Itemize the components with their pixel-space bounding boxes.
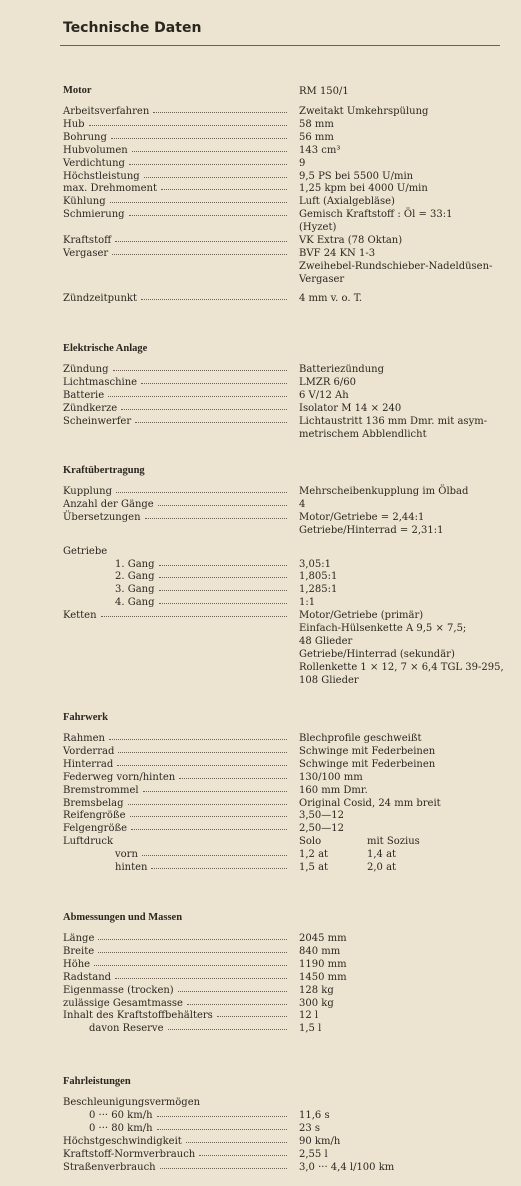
- spec-value: 23 s: [299, 1122, 321, 1134]
- spec-value: Schwinge mit Federbeinen: [299, 758, 436, 770]
- spec-label: Verdichtung: [63, 157, 125, 169]
- spec-label: Breite: [63, 945, 95, 957]
- spec-row: [63, 1122, 513, 1135]
- spec-label: davon Reserve: [89, 1023, 164, 1035]
- spec-row: [63, 1161, 513, 1174]
- spec-value: 130/100 mm: [299, 771, 363, 783]
- leader-dots: [153, 112, 287, 113]
- spec-label: Hubvolumen: [63, 144, 128, 156]
- spec-value: Motor/Getriebe (primär): [299, 610, 424, 622]
- leader-dots: [143, 791, 287, 792]
- spec-row: [63, 932, 513, 945]
- spec-value: 48 Glieder: [299, 635, 353, 647]
- spec-row: [63, 170, 513, 183]
- spec-value: 1190 mm: [299, 958, 347, 970]
- section-heading: Motor: [63, 85, 92, 96]
- spec-value: 108 Glieder: [299, 674, 359, 686]
- spec-label: Getriebe: [63, 545, 108, 557]
- spec-row: [63, 292, 513, 305]
- spec-label: Rahmen: [63, 733, 106, 744]
- spec-row: [63, 758, 513, 771]
- leader-dots: [179, 778, 287, 779]
- spec-value: 58 mm: [299, 118, 334, 130]
- spec-row: [63, 745, 513, 758]
- title-rule: [60, 45, 500, 46]
- leader-dots: [199, 1155, 287, 1156]
- leader-dots: [141, 383, 287, 384]
- spec-label: hinten: [115, 862, 148, 873]
- spec-label: Hinterrad: [63, 758, 114, 770]
- spec-label: Höhe: [63, 958, 91, 970]
- spec-value: Zweihebel-Rundschieber-Nadeldüsen-: [299, 260, 493, 272]
- spec-row: [63, 402, 513, 415]
- leader-dots: [129, 215, 287, 216]
- page-title: Technische Daten: [63, 20, 202, 36]
- spec-label: Beschleunigungsvermögen: [63, 1097, 201, 1108]
- spec-label: 2. Gang: [115, 571, 155, 583]
- spec-label: Lichtmaschine: [63, 376, 138, 388]
- spec-value: Einfach-Hülsenkette A 9,5 × 7,5;: [299, 623, 467, 634]
- spec-row: [63, 1109, 513, 1122]
- spec-row: [63, 848, 513, 861]
- spec-row: [63, 861, 513, 874]
- spec-row: [63, 945, 513, 958]
- spec-row: [63, 771, 513, 784]
- spec-row: [63, 389, 513, 402]
- leader-dots: [135, 422, 287, 423]
- leader-dots: [157, 1116, 287, 1117]
- spec-value: Isolator M 14 × 240: [299, 402, 402, 414]
- spec-row: [63, 635, 513, 648]
- spec-row: [63, 118, 513, 131]
- spec-label: vorn: [115, 849, 138, 861]
- spec-value: 160 mm Dmr.: [299, 784, 368, 796]
- spec-value: 4 mm v. o. T.: [299, 292, 363, 304]
- spec-value: 2045 mm: [299, 933, 347, 944]
- spec-value: 3,50—12: [299, 810, 344, 822]
- spec-row: [63, 971, 513, 984]
- spec-row: [63, 545, 513, 558]
- spec-value: 1,5 at: [299, 862, 329, 873]
- spec-value: Solo: [299, 836, 322, 848]
- leader-dots: [117, 765, 287, 766]
- spec-label: Batterie: [63, 389, 105, 401]
- leader-dots: [118, 752, 287, 753]
- spec-value: 3,0 ··· 4,4 l/100 km: [299, 1161, 395, 1173]
- spec-row: [63, 797, 513, 810]
- spec-row: [63, 234, 513, 247]
- spec-label: Höchstleistung: [63, 170, 140, 182]
- spec-label: Schmierung: [63, 209, 125, 221]
- spec-row: [63, 570, 513, 583]
- spec-row: [63, 732, 513, 745]
- leader-dots: [115, 978, 287, 979]
- leader-dots: [158, 505, 287, 506]
- spec-value-secondary: 2,0 at: [367, 862, 397, 873]
- spec-label: Zündkerze: [63, 402, 118, 414]
- leader-dots: [217, 1016, 287, 1017]
- spec-value: Schwinge mit Federbeinen: [299, 745, 436, 757]
- spec-value: 1,805:1: [299, 571, 338, 583]
- spec-label: Höchstgeschwindigkeit: [63, 1135, 182, 1147]
- spec-value: Getriebe/Hinterrad (sekundär): [299, 648, 455, 660]
- spec-label: Ketten: [63, 610, 97, 622]
- spec-label: Vergaser: [63, 247, 109, 259]
- spec-row: [63, 221, 513, 234]
- spec-row: [63, 674, 513, 687]
- spec-value: 56 mm: [299, 131, 334, 143]
- spec-label: 4. Gang: [115, 597, 155, 609]
- leader-dots: [145, 518, 287, 519]
- spec-row: [63, 822, 513, 835]
- spec-value: Luft (Axialgebläse): [299, 196, 395, 208]
- leader-dots: [132, 151, 287, 152]
- section-heading: Elektrische Anlage: [63, 343, 148, 354]
- spec-value: 90 km/h: [299, 1135, 341, 1147]
- spec-value: Lichtaustritt 136 mm Dmr. mit asym-: [299, 415, 488, 427]
- spec-label: Vorderrad: [63, 745, 115, 757]
- spec-value: 128 kg: [299, 984, 334, 996]
- spec-label: Kühlung: [63, 196, 106, 208]
- spec-row: [63, 1009, 513, 1022]
- spec-label: Zündung: [63, 364, 109, 375]
- leader-dots: [129, 164, 287, 165]
- spec-value: Getriebe/Hinterrad = 2,31:1: [299, 524, 444, 536]
- leader-dots: [121, 409, 287, 410]
- spec-label: Zündzeitpunkt: [63, 292, 137, 304]
- leader-dots: [110, 202, 287, 203]
- spec-label: Bremstrommel: [63, 784, 139, 796]
- leader-dots: [161, 189, 287, 190]
- leader-dots: [142, 855, 287, 856]
- spec-row: [63, 558, 513, 571]
- spec-label: Reifengröße: [63, 810, 126, 822]
- leader-dots: [130, 816, 287, 817]
- spec-row: [63, 376, 513, 389]
- spec-label: Kraftstoff-Normverbrauch: [63, 1148, 196, 1160]
- spec-value: 11,6 s: [299, 1109, 330, 1121]
- spec-label: Übersetzungen: [63, 511, 141, 523]
- spec-row: [63, 415, 513, 428]
- leader-dots: [186, 1142, 287, 1143]
- spec-value: VK Extra (78 Oktan): [299, 235, 403, 246]
- spec-value: Original Cosid, 24 mm breit: [299, 797, 441, 809]
- spec-value: 840 mm: [299, 945, 341, 957]
- leader-dots: [89, 125, 287, 126]
- leader-dots: [187, 1004, 287, 1005]
- spec-value: 143 cm³: [299, 144, 341, 156]
- spec-row: [63, 984, 513, 997]
- leader-dots: [157, 1129, 287, 1130]
- spec-row: [63, 784, 513, 797]
- spec-label: Luftdruck: [63, 836, 114, 848]
- spec-value-secondary: mit Sozius: [367, 836, 420, 848]
- spec-label: zulässige Gesamtmasse: [63, 997, 183, 1009]
- spec-row: [63, 428, 513, 441]
- spec-row: [63, 1022, 513, 1035]
- spec-value: LMZR 6/60: [299, 376, 356, 388]
- spec-row: [63, 809, 513, 822]
- spec-row: [63, 596, 513, 609]
- spec-label: Bremsbelag: [63, 797, 124, 809]
- spec-value: 1450 mm: [299, 971, 347, 983]
- spec-value: 9: [299, 157, 306, 169]
- spec-value: Vergaser: [299, 273, 345, 285]
- spec-label: Länge: [63, 933, 95, 944]
- spec-label: Eigenmasse (trocken): [63, 984, 174, 996]
- spec-row: [63, 105, 513, 118]
- spec-value: 2,55 l: [299, 1148, 328, 1160]
- leader-dots: [159, 603, 287, 604]
- spec-row: [63, 661, 513, 674]
- spec-value: 12 l: [299, 1010, 319, 1022]
- spec-label: Felgengröße: [63, 823, 128, 835]
- leader-dots: [168, 1029, 287, 1030]
- spec-label: Hub: [63, 118, 85, 130]
- spec-value: Zweitakt Umkehrspülung: [299, 106, 429, 117]
- spec-label: Straßenverbrauch: [63, 1161, 156, 1173]
- leader-dots: [131, 829, 287, 830]
- spec-row: [63, 1135, 513, 1148]
- spec-label: Kupplung: [63, 486, 112, 497]
- spec-row: [63, 835, 513, 848]
- spec-value: (Hyzet): [299, 222, 337, 234]
- spec-row: [63, 958, 513, 971]
- spec-row: [63, 273, 513, 286]
- spec-value: metrischem Abblendlicht: [299, 428, 427, 440]
- leader-dots: [159, 590, 287, 591]
- spec-value: 4: [299, 498, 306, 510]
- spec-value-secondary: 1,4 at: [367, 849, 397, 861]
- section-heading-value: RM 150/1: [299, 86, 349, 97]
- spec-label: 3. Gang: [115, 584, 155, 596]
- spec-row: [63, 182, 513, 195]
- spec-label: Federweg vorn/hinten: [63, 771, 176, 783]
- spec-label: Radstand: [63, 971, 112, 983]
- leader-dots: [141, 299, 287, 300]
- spec-value: 1,285:1: [299, 584, 338, 596]
- spec-label: Scheinwerfer: [63, 415, 132, 427]
- spec-label: max. Drehmoment: [63, 183, 157, 195]
- spec-row: [63, 247, 513, 260]
- leader-dots: [115, 241, 287, 242]
- spec-value: Batteriezündung: [299, 364, 384, 375]
- spec-row: [63, 208, 513, 221]
- spec-row: [63, 260, 513, 273]
- spec-label: 1. Gang: [115, 558, 155, 570]
- spec-label: Arbeitsverfahren: [63, 106, 150, 117]
- spec-value: 1,5 l: [299, 1023, 322, 1035]
- spec-row: [63, 524, 513, 537]
- leader-dots: [94, 965, 287, 966]
- spec-label: Kraftstoff: [63, 235, 112, 246]
- spec-value: Rollenkette 1 × 12, 7 × 6,4 TGL 39-295,: [299, 661, 504, 673]
- leader-dots: [108, 396, 287, 397]
- spec-label: 0 ··· 60 km/h: [89, 1109, 153, 1121]
- spec-row: [63, 144, 513, 157]
- leader-dots: [159, 577, 287, 578]
- spec-row: [63, 157, 513, 170]
- spec-label: Inhalt des Kraftstoffbehälters: [63, 1010, 213, 1022]
- spec-value: BVF 24 KN 1-3: [299, 247, 376, 259]
- spec-value: Motor/Getriebe = 2,44:1: [299, 511, 425, 523]
- spec-value: 300 kg: [299, 997, 334, 1009]
- spec-value: 1,25 kpm bei 4000 U/min: [299, 183, 428, 195]
- section-heading-value-row: [63, 85, 513, 98]
- section-heading: Fahrwerk: [63, 712, 108, 723]
- spec-row: [63, 511, 513, 524]
- spec-value: 9,5 PS bei 5500 U/min: [299, 170, 414, 182]
- spec-row: [63, 195, 513, 208]
- leader-dots: [178, 991, 287, 992]
- leader-dots: [98, 952, 287, 953]
- leader-dots: [116, 492, 287, 493]
- leader-dots: [98, 939, 287, 940]
- spec-row: [63, 131, 513, 144]
- spec-value: 6 V/12 Ah: [299, 389, 349, 401]
- spec-row: [63, 622, 513, 635]
- spec-label: Bohrung: [63, 131, 107, 143]
- spec-label: Anzahl der Gänge: [63, 498, 154, 510]
- section-heading: Abmessungen und Massen: [63, 912, 183, 923]
- spec-value: Gemisch Kraftstoff : Öl = 33:1: [299, 209, 453, 221]
- spec-row: [63, 997, 513, 1010]
- spec-value: 3,05:1: [299, 558, 331, 570]
- spec-value: Blechprofile geschweißt: [299, 733, 422, 744]
- leader-dots: [159, 565, 287, 566]
- leader-dots: [111, 138, 287, 139]
- spec-row: [63, 485, 513, 498]
- spec-row: [63, 648, 513, 661]
- leader-dots: [112, 254, 287, 255]
- spec-row: [63, 363, 513, 376]
- spec-value: 2,50—12: [299, 823, 344, 835]
- spec-value: 1:1: [299, 597, 316, 609]
- leader-dots: [160, 1168, 287, 1169]
- spec-row: [63, 583, 513, 596]
- section-heading: Kraftübertragung: [63, 465, 145, 476]
- spec-row: [63, 1096, 513, 1109]
- spec-row: [63, 1148, 513, 1161]
- leader-dots: [128, 804, 287, 805]
- leader-dots: [101, 616, 287, 617]
- spec-row: [63, 609, 513, 622]
- spec-value: 1,2 at: [299, 849, 329, 861]
- spec-label: 0 ··· 80 km/h: [89, 1122, 153, 1134]
- section-heading: Fahrleistungen: [63, 1076, 131, 1087]
- leader-dots: [109, 739, 287, 740]
- spec-value: Mehrscheibenkupplung im Ölbad: [299, 486, 469, 497]
- leader-dots: [113, 370, 287, 371]
- leader-dots: [151, 868, 287, 869]
- spec-row: [63, 498, 513, 511]
- leader-dots: [144, 177, 287, 178]
